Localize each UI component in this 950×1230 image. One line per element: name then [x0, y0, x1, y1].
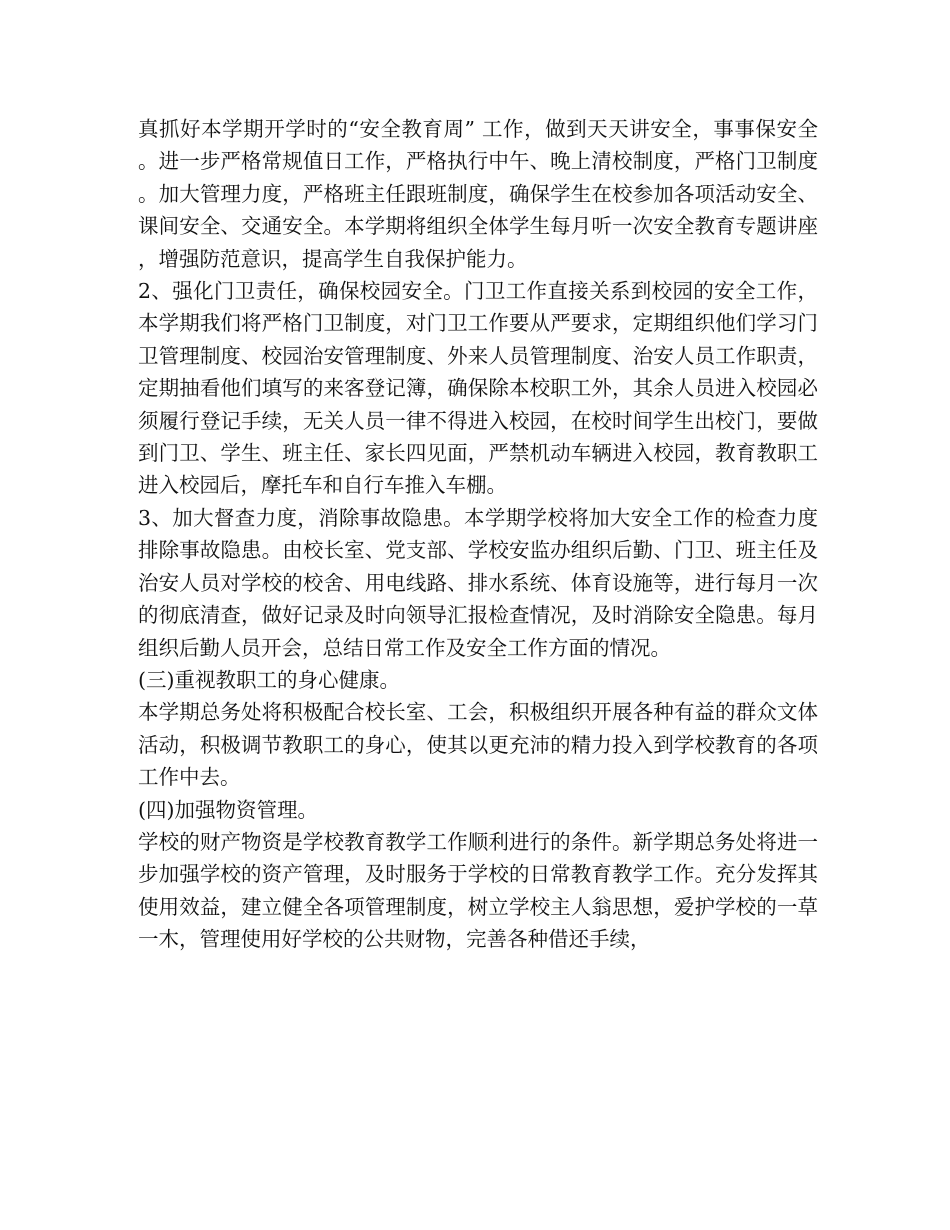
paragraph-staff-health: 本学期总务处将积极配合校长室、工会，积极组织开展各种有益的群众文体活动，积极调节教职工的身心，使其以更充沛的精力投入到学校教育的各项工作中去。	[138, 700, 818, 790]
section-heading-asset-management: (四)加强物资管理。	[138, 797, 318, 822]
paragraph-gatekeeper-duty: 2、强化门卫责任，确保校园安全。门卫工作直接关系到校园的安全工作，本学期我们将严格门卫制度，对门卫工作要从严要求，定期组织他们学习门卫管理制度、校园治安管理制度、外来人员管理制度、治安人员工作职责，定期抽看他们填写的来客登记簿，确保除本校职工外，其余人员进入校园必须履行登记手续，无关人员一律不得进入校园，在校时间学生出校门，要做到门卫、学生、班主任、家长四见面，严禁机动车辆进入校园，教育教职工进入校园后，摩托车和自行车推入车棚。	[138, 279, 818, 498]
paragraph-asset-management: 学校的财产物资是学校教育教学工作顺利进行的条件。新学期总务处将进一步加强学校的资产管理，及时服务于学校的日常教育教学工作。充分发挥其使用效益，建立健全各项管理制度，树立学校主人翁思想，爱护学校的一草一木，管理使用好学校的公共财物，完善各种借还手续，	[138, 829, 818, 952]
paragraph-inspection: 3、加大督查力度，消除事故隐患。本学期学校将加大安全工作的检查力度排除事故隐患。由校长室、党支部、学校安监办组织后勤、门卫、班主任及治安人员对学校的校舍、用电线路、排水系统、体育设施等，进行每月一次的彻底清查，做好记录及时向领导汇报检查情况，及时消除安全隐患。每月组织后勤人员开会，总结日常工作及安全工作方面的情况。	[138, 505, 818, 660]
section-heading-staff-health: (三)重视教职工的身心健康。	[138, 667, 400, 692]
document-body	[138, 113, 818, 956]
paragraph-safety-education-week: 真抓好本学期开学时的“安全教育周” 工作，做到天天讲安全，事事保安全。进一步严格常规值日工作，严格执行中午、晚上清校制度，严格门卫制度。加大管理力度，严格班主任跟班制度，确保学生在校参加各项活动安全、课间安全、交通安全。本学期将组织全体学生每月听一次安全教育专题讲座，增强防范意识，提高学生自我保护能力。	[138, 117, 818, 271]
